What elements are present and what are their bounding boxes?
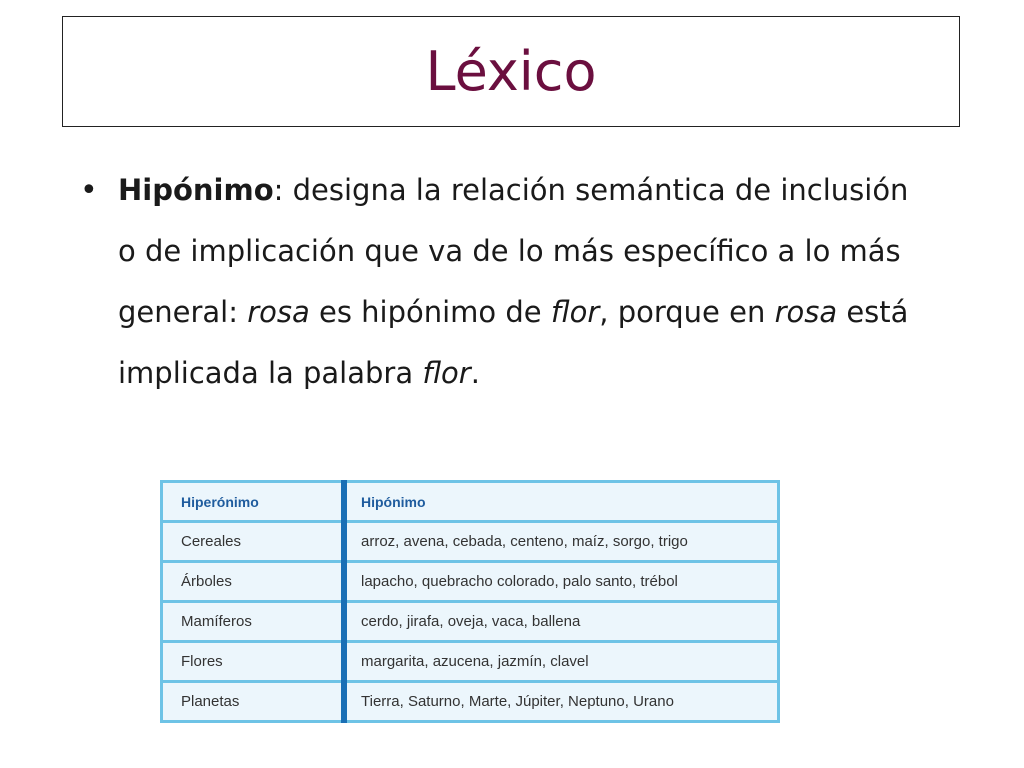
cell-hiponimos: arroz, avena, cebada, centeno, maíz, sorgo, trigo: [344, 522, 779, 562]
cell-hiperonimo: Árboles: [162, 562, 345, 602]
table-row: [162, 522, 779, 562]
word-rosa-2: rosa: [774, 295, 838, 329]
header-hiponimo: Hipónimo: [344, 482, 779, 522]
definition-text: [80, 160, 910, 404]
hyponym-table: [160, 480, 780, 723]
cell-hiponimos: lapacho, quebracho colorado, palo santo, trébol: [344, 562, 779, 602]
table-row: [162, 642, 779, 682]
bullet-item: [80, 160, 910, 404]
table-row: [162, 602, 779, 642]
bullet-icon: •: [80, 173, 98, 208]
bullet-content: [118, 160, 910, 404]
cell-hiponimos: Tierra, Saturno, Marte, Júpiter, Neptuno, Urano: [344, 682, 779, 722]
text-part1: : designa la relación semántica de inclusión o de implicación que va de lo más específico a lo más general:: [118, 173, 909, 329]
cell-hiperonimo: Flores: [162, 642, 345, 682]
cell-hiperonimo: Planetas: [162, 682, 345, 722]
text-part3: , porque en: [599, 295, 775, 329]
text-part5: .: [470, 356, 480, 390]
cell-hiperonimo: Mamíferos: [162, 602, 345, 642]
text-part2: es hipónimo de: [309, 295, 551, 329]
cell-hiponimos: margarita, azucena, jazmín, clavel: [344, 642, 779, 682]
header-hiperonimo: Hiperónimo: [162, 482, 345, 522]
word-flor-2: flor: [422, 356, 471, 390]
text-part4: está implicada la palabra: [118, 295, 909, 390]
slide-title: Léxico: [425, 39, 597, 103]
term-hiponimo: Hipónimo: [118, 173, 274, 207]
cell-hiponimos: cerdo, jirafa, oveja, vaca, ballena: [344, 602, 779, 642]
hyponym-table-image: [160, 480, 785, 726]
table-row: [162, 682, 779, 722]
cell-hiperonimo: Cereales: [162, 522, 345, 562]
word-rosa: rosa: [247, 295, 310, 329]
word-flor: flor: [550, 295, 600, 329]
title-box: [62, 16, 960, 127]
table-row: [162, 562, 779, 602]
table-header-row: [162, 482, 779, 522]
